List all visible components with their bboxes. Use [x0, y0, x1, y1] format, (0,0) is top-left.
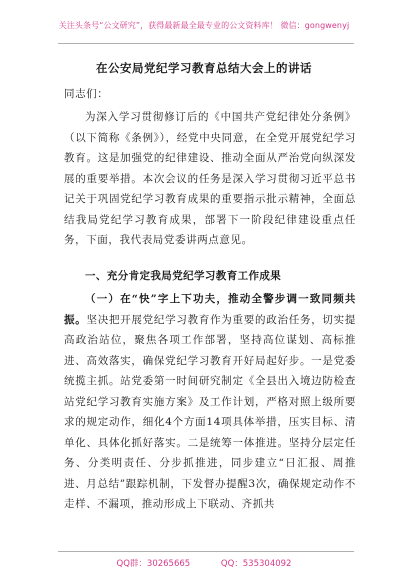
document-title: 在公安局党纪学习教育总结大会上的讲话 [96, 61, 312, 75]
subsection-heading: （一）在“快”字上下功夫，推动全警步调一致同频共振。 [64, 293, 356, 326]
header-divider [58, 43, 354, 44]
footer-divider [58, 551, 354, 552]
section-heading: 一、充分肯定我局党纪学习教育工作成果 [85, 270, 282, 282]
paragraph-intro: 为深入学习贯彻修订后的《中国共产党纪律处分条例》（以下简称《条例》），经党中央同意，在全党开展党纪学习教育。这是加强党的纪律建设、推动全面从严治党向纵深发展的重要举措。本次会议的任务是深入学习贯彻习近平总书记关于巩固党纪学习教育成果的重要指示批示精神，全面总结我局党纪学习教育成果，部署下一阶段纪律建设重点任务，下面，我代表局党委讲两点意见。 [64, 111, 356, 246]
salutation: 同志们： [64, 88, 109, 100]
footer-contact: QQ群：30265665 QQ：535304092 [116, 559, 292, 569]
promo-banner: 关注头条号“公文研究”，获得最新最全最专业的公文资料库！ 微信：gongwenyj [58, 21, 350, 30]
subsection-body: 坚决把开展党纪学习教育作为重要的政治任务，切实提高政治站位，聚焦各项工作部署，坚持高位谋划、高标推进、高效落实，确保党纪学习教育开好局起好步。一是党委统揽主抓。站党委第一时间研究制定《全县出入境边防检查站党纪学习教育实施方案》及工作计划，严格对照上级所要求的规定动作，细化4个方面14项具体举措，压实目标、清单化、具体化抓好落实。二是统筹一体推进。坚持分层定任务、分类明责任、分步抓推进，同步建立“日汇报、周推进、月总结”跟踪机制，下发督办提醒3次，确保规定动作不走样、不漏项，推动形成上下联动、齐抓共 [64, 313, 357, 510]
paragraph-subsection [64, 289, 356, 515]
